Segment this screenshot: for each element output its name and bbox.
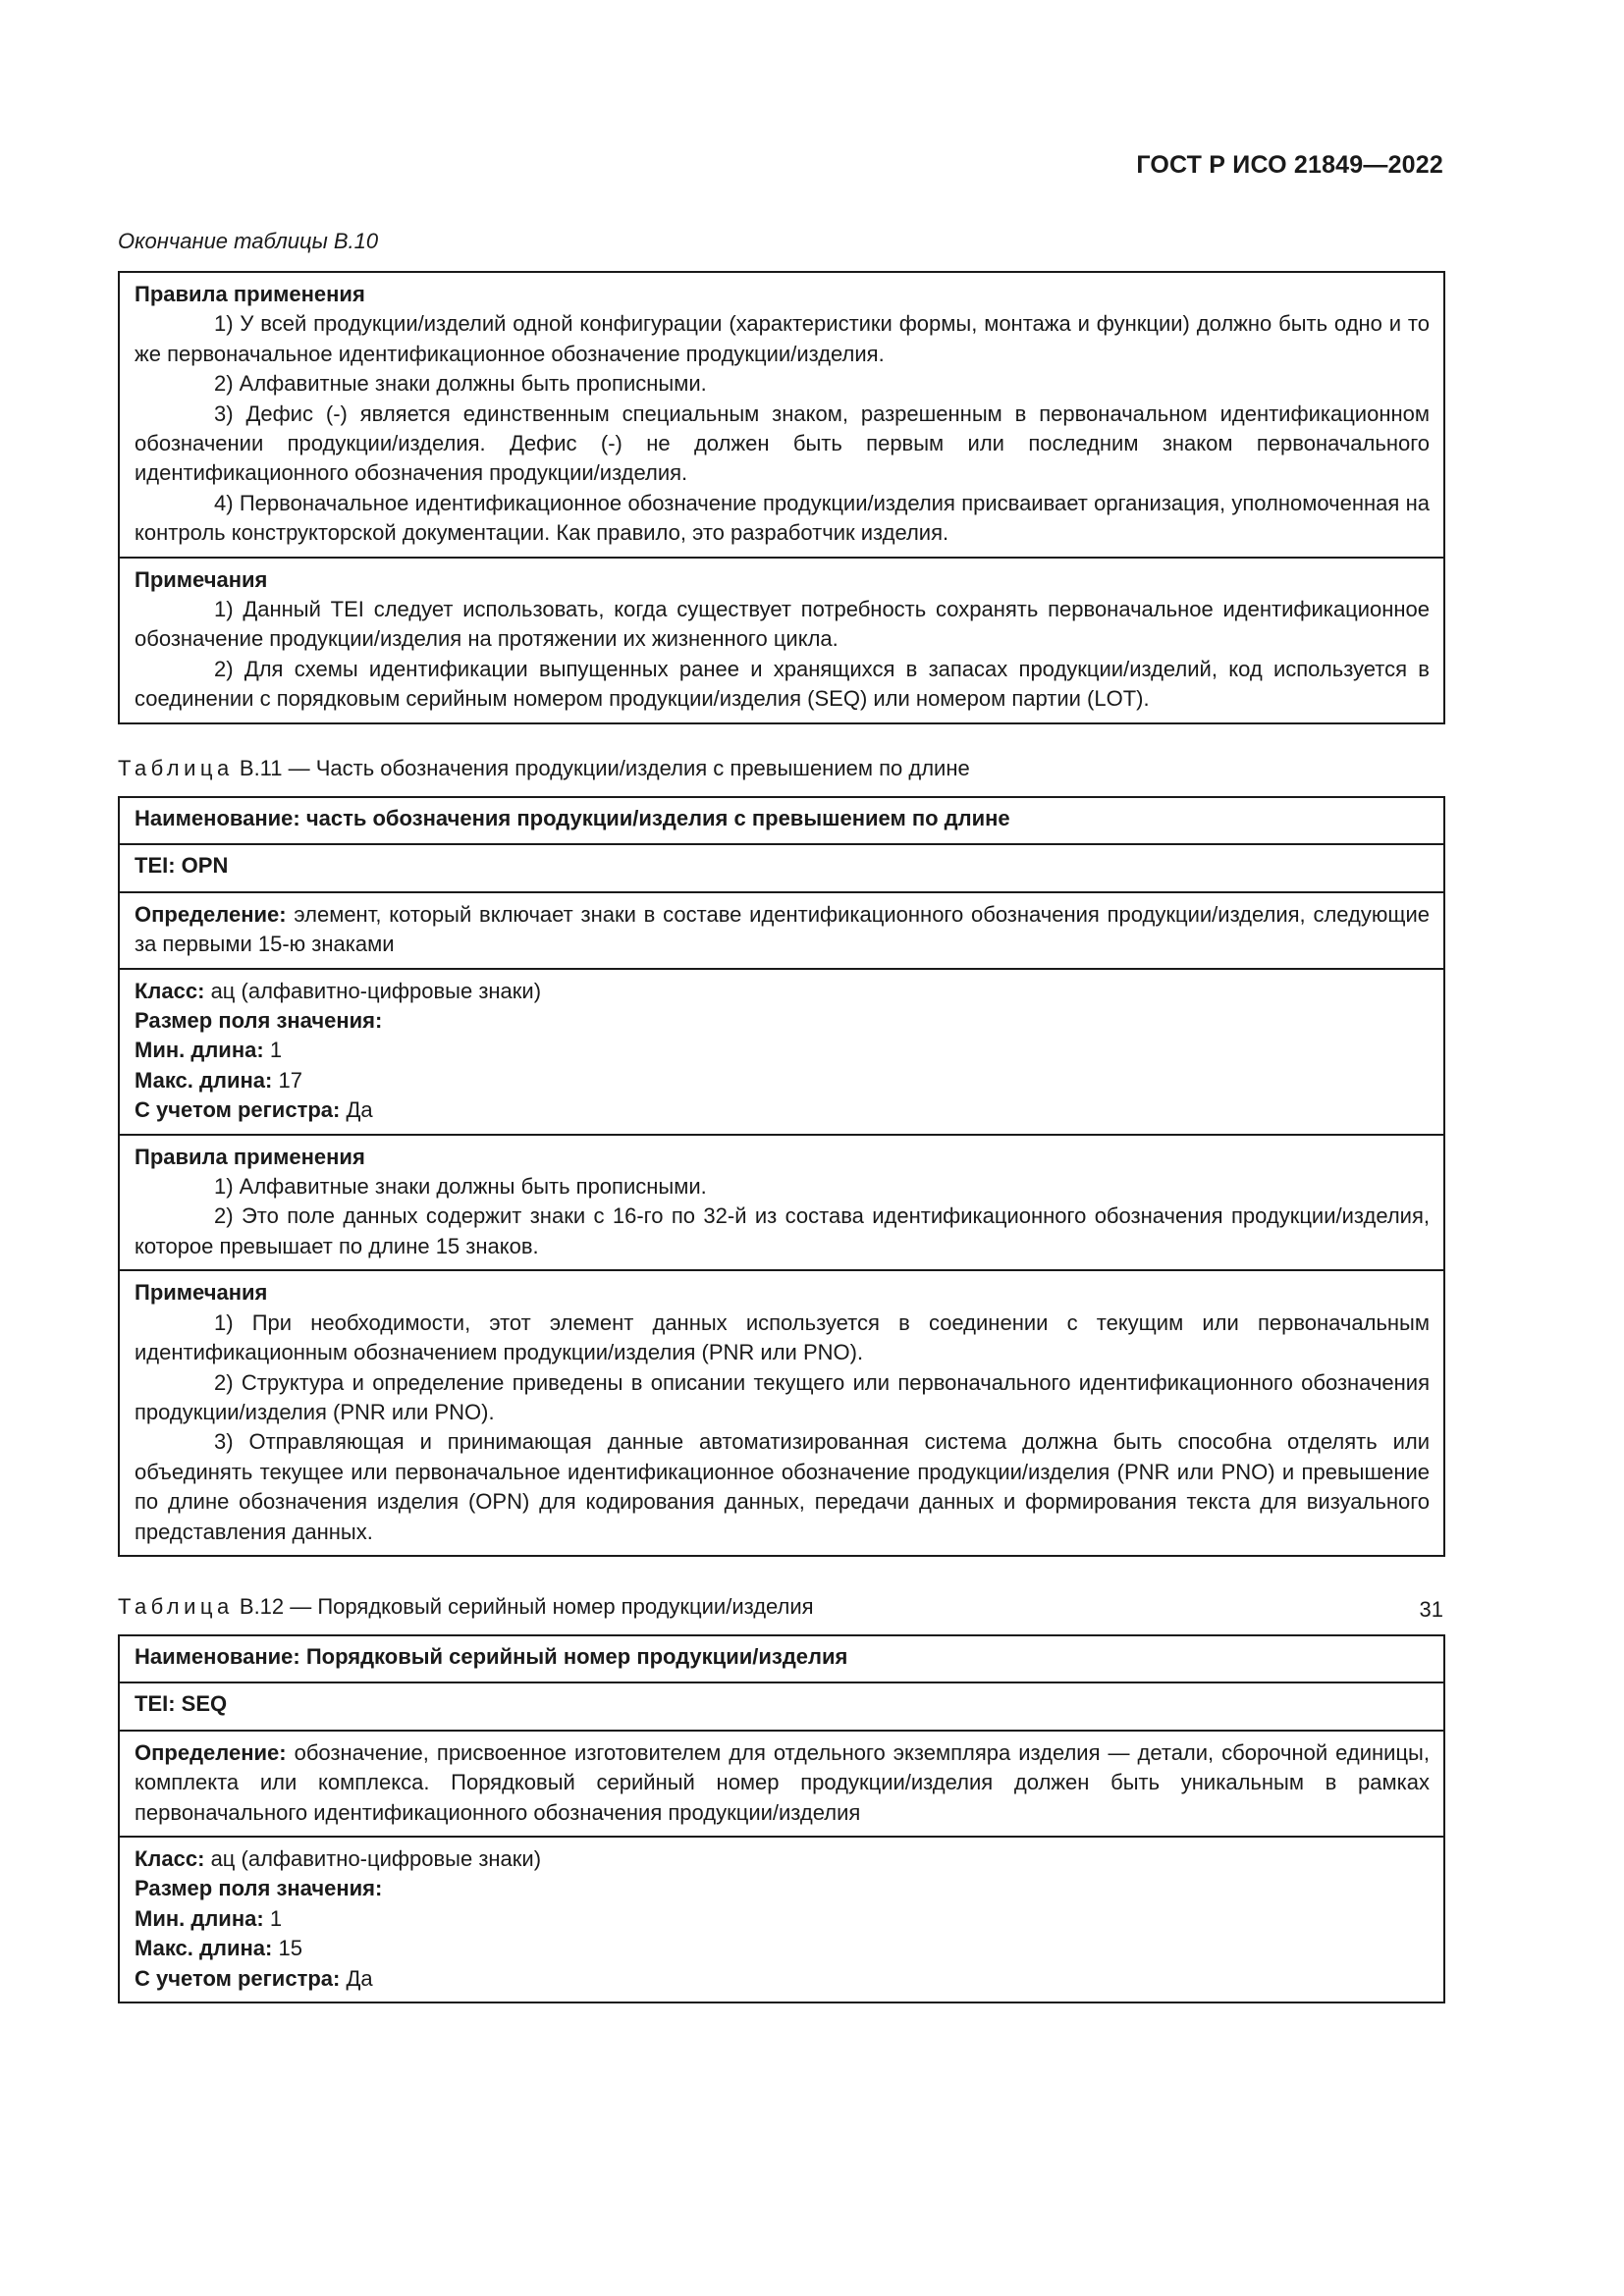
note-item: 3) Отправляющая и принимающая данные автоматизированная система должна быть способна отделять или объединять текущее или первоначальное идентификационное обозначение продукции/изделия (PNR или PNO) и превышение по длине обозначения изделия (OPN) для кодирования данных, передачи данных и формирования текста для визуального представления данных. <box>135 1429 1430 1544</box>
table-b11-caption-word: Таблица <box>118 756 234 780</box>
notes-cell <box>120 557 1443 722</box>
case-sensitive-label: С учетом регистра: <box>135 1097 341 1123</box>
max-length-label: Макс. длина: <box>135 1936 273 1961</box>
min-length-label: Мин. длина: <box>135 1038 264 1063</box>
tei-cell: TEI: SEQ <box>120 1682 1443 1729</box>
table-b12-caption-word: Таблица <box>118 1594 234 1619</box>
rule-item: 4) Первоначальное идентификационное обозначение продукции/изделия присваивает организация, уполномоченная на контроль конструкторской документации. Как правило, это разработчик изделия. <box>135 490 1430 546</box>
case-sensitive-value: Да <box>346 1097 373 1123</box>
rules-cell <box>120 1134 1443 1270</box>
rule-item: 3) Дефис (-) является единственным специальным знаком, разрешенным в первоначальном идентификационном обозначении продукции/изделия. Дефис (-) не должен быть первым или последним знаком первоначального идентификационного обозначения продукции/изделия. <box>135 400 1430 486</box>
rule-item: 2) Алфавитные знаки должны быть прописными. <box>214 371 707 397</box>
min-length-value: 1 <box>269 1905 283 1931</box>
page-number: 31 <box>1419 1597 1443 1622</box>
max-length-value: 17 <box>278 1067 302 1093</box>
note-item: 1) При необходимости, этот элемент данных используется в соединении с текущим или первоначальным идентификационным обозначением продукции/изделия (PNR или PNO). <box>135 1309 1430 1365</box>
definition-label: Определение: <box>135 1739 287 1765</box>
definition-text: обозначение, присвоенное изготовителем для отдельного экземпляра изделия — детали, сборочной единицы, комплекта или комплекса. Порядковый серийный номер продукции/изделия должен быть уникальным в рамках первоначального идентификационного обозначения продукции/изделия <box>135 1739 1430 1825</box>
definition-cell <box>120 1730 1443 1836</box>
case-sensitive-label: С учетом регистра: <box>135 1965 341 1991</box>
max-length-value: 15 <box>278 1936 302 1961</box>
rules-title: Правила применения <box>135 282 365 306</box>
table-b10-caption: Окончание таблицы В.10 <box>118 229 379 253</box>
table-b10-end <box>118 271 1445 724</box>
max-length-label: Макс. длина: <box>135 1067 273 1093</box>
class-label: Класс: <box>135 1846 205 1872</box>
class-value: ац (алфавитно-цифровые знаки) <box>210 1846 542 1872</box>
document-code: ГОСТ Р ИСО 21849—2022 <box>1136 151 1443 179</box>
name-cell: Наименование: часть обозначения продукции/изделия с превышением по длине <box>135 806 1010 830</box>
notes-title: Примечания <box>135 566 268 592</box>
field-size-label: Размер поля значения: <box>135 1008 383 1034</box>
notes-cell <box>120 1269 1443 1555</box>
field-size-label: Размер поля значения: <box>135 1876 383 1901</box>
rule-item: 1) Алфавитные знаки должны быть прописными. <box>214 1174 707 1200</box>
min-length-label: Мин. длина: <box>135 1905 264 1931</box>
table-b12-caption-text: В.12 — Порядковый серийный номер продукции/изделия <box>239 1594 814 1619</box>
class-cell <box>120 1836 1443 2002</box>
class-cell <box>120 968 1443 1134</box>
table-b12-caption <box>118 1594 814 1620</box>
note-item: 1) Данный TEI следует использовать, когда существует потребность сохранять первоначальное идентификационное обозначение продукции/изделия на протяжении их жизненного цикла. <box>135 597 1430 652</box>
rule-item: 2) Это поле данных содержит знаки с 16-го по 32-й из состава идентификационного обозначения продукции/изделия, которое превышает по длине 15 знаков. <box>135 1203 1430 1258</box>
tei-cell: TEI: OPN <box>120 843 1443 890</box>
definition-cell <box>120 891 1443 968</box>
note-item: 2) Структура и определение приведены в описании текущего или первоначального идентификационного обозначения продукции/изделия (PNR или PNO). <box>135 1369 1430 1424</box>
table-b11-caption-text: В.11 — Часть обозначения продукции/изделия с превышением по длине <box>239 756 970 780</box>
name-cell: Наименование: Порядковый серийный номер продукции/изделия <box>135 1644 848 1669</box>
table-b11 <box>118 796 1445 1557</box>
table-b12 <box>118 1634 1445 2003</box>
notes-title: Примечания <box>135 1280 268 1306</box>
table-b11-caption <box>118 756 970 781</box>
class-label: Класс: <box>135 978 205 1003</box>
min-length-value: 1 <box>269 1038 283 1063</box>
class-value: ац (алфавитно-цифровые знаки) <box>210 978 542 1003</box>
definition-label: Определение: <box>135 901 287 927</box>
rule-item: 1) У всей продукции/изделий одной конфигурации (характеристики формы, монтажа и функции) должно быть одно и то же первоначальное идентификационное обозначение продукции/изделия. <box>135 311 1430 366</box>
case-sensitive-value: Да <box>346 1965 373 1991</box>
rules-cell <box>120 273 1443 557</box>
note-item: 2) Для схемы идентификации выпущенных ранее и хранящихся в запасах продукции/изделий, код используется в соединении с порядковым серийным номером продукции/изделия (SEQ) или номером партии (LOT). <box>135 656 1430 712</box>
rules-title: Правила применения <box>135 1144 365 1169</box>
definition-text: элемент, который включает знаки в составе идентификационного обозначения продукции/изделия, следующие за первыми 15-ю знаками <box>135 901 1431 957</box>
